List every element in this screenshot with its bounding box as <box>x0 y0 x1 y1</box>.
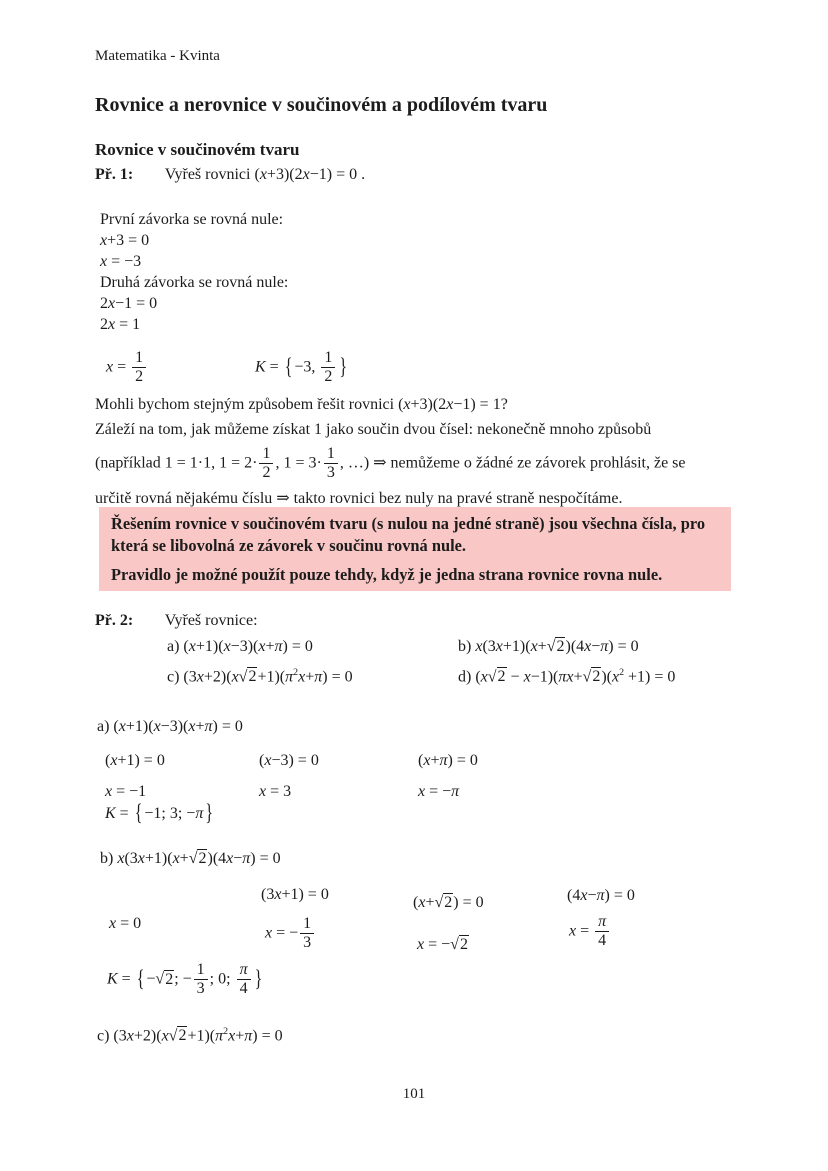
example-1-solution-set: K = { −3, $\frac{1}{2}$ } <box>255 349 348 386</box>
solution-c-heading: c) $(3x+2)(x√2+1)(\pi^2x+\pi) = 0$ <box>97 1026 283 1045</box>
discussion-line: určitě rovná nějakému číslu ⇒ takto rovnici bez nuly na pravé straně nespočítáme. <box>95 489 623 507</box>
solution-step-equation: 2x = 1 <box>100 316 141 333</box>
equation-b: b) x(3x+1)(x+√2)(4x−π) = 0 <box>458 638 639 655</box>
example-1-x-result: x = $\frac{1}{2}$ <box>106 349 148 387</box>
course-header: Matematika - Kvinta <box>95 48 220 64</box>
solution-a-factor-1: (x+1) = 0 <box>105 752 165 769</box>
page-number: 101 <box>402 1086 426 1102</box>
solution-b-root-3: x = −√2 <box>417 936 468 953</box>
discussion-paragraph <box>95 392 755 511</box>
example-2-label: Př. 2: <box>95 612 134 629</box>
solution-step-equation: x+3 = 0 <box>100 232 150 249</box>
discussion-line: (například 1 = 1·1, 1 = 2· $\frac{1}{2}$ , 1 = 3· $\frac{1}{3}$ , …) ⇒ nemůžeme o žádné ze závorek prohlásit, že se <box>95 445 686 482</box>
solution-a-block <box>97 712 737 826</box>
equation-d: d) $(x√2 - x-1)(\pi x+√2)(x^2 +1) = 0$ <box>458 667 676 686</box>
solution-b-root-1: x = 0 <box>109 915 142 932</box>
example-2-equation-list <box>167 638 675 686</box>
solution-b-factor-4: (4x−π) = 0 <box>567 887 635 904</box>
solution-a-root-3: x = −π <box>418 783 460 800</box>
solution-a-solution-set: K = { −1; 3; −π } <box>105 800 214 826</box>
discussion-line: Záleží na tom, jak můžeme získat 1 jako součin dvou čísel: nekonečně mnoho způsobů <box>95 421 652 438</box>
solution-step-text: První závorka se rovná nule: <box>100 211 284 228</box>
example-2-prompt: Vyřeš rovnice: <box>164 612 258 629</box>
solution-b-solution-set: K = { −√2; − $\frac{1}{3}$ ; 0; $\frac{\pi}{4}$ } <box>107 961 263 998</box>
example-1-header <box>95 166 365 184</box>
example-2-header <box>95 612 258 630</box>
example-1-solution <box>100 209 348 393</box>
rule-paragraph-1: Řešením rovnice v součinovém tvaru (s nulou na jedné straně) jsou všechna čísla, pro která se libovolná ze závorek v součinu rovná nule. <box>111 514 706 555</box>
solution-step-text: Druhá závorka se rovná nule: <box>100 274 289 291</box>
discussion-line: Mohli bychom stejným způsobem řešit rovnici (x+3)(2x−1) = 1? <box>95 396 508 413</box>
solution-a-factor-3: (x+π) = 0 <box>418 752 478 769</box>
solution-a-factor-2: (x−3) = 0 <box>259 752 319 769</box>
solution-b-root-4: x = $\frac{\pi}{4}$ <box>569 913 611 951</box>
solution-step-equation: 2x−1 = 0 <box>100 295 158 312</box>
solution-a-root-1: x = −1 <box>105 783 147 800</box>
page-title: Rovnice a nerovnice v součinovém a podílovém tvaru <box>95 94 548 116</box>
example-1-label: Př. 1: <box>95 166 134 183</box>
example-1-prompt: Vyřeš rovnici (x+3)(2x−1) = 0 . <box>164 166 366 183</box>
equation-a: a) (x+1)(x−3)(x+π) = 0 <box>167 638 313 655</box>
example-1-results-row <box>100 339 348 393</box>
rule-paragraph-2: Pravidlo je možné použít pouze tehdy, když je jedna strana rovnice rovna nule. <box>111 565 663 584</box>
equation-c: c) $(3x+2)(x√2+1)(\pi^2x+\pi) = 0$ <box>167 667 353 686</box>
solution-a-heading: a) (x+1)(x−3)(x+π) = 0 <box>97 718 243 735</box>
solution-a-root-2: x = 3 <box>259 783 292 800</box>
section-title: Rovnice v součinovém tvaru <box>95 140 300 159</box>
solution-b-root-2: x = − $\frac{1}{3}$ <box>265 915 316 953</box>
rule-highlight-box <box>99 507 731 591</box>
solution-b-factor-3: (x+√2) = 0 <box>413 894 484 911</box>
solution-b-factor-2: (3x+1) = 0 <box>261 886 329 903</box>
solution-b-heading: b) x(3x+1)(x+√2)(4x−π) = 0 <box>100 850 281 867</box>
solution-b-block <box>97 845 777 1005</box>
solution-step-equation: x = −3 <box>100 253 142 270</box>
